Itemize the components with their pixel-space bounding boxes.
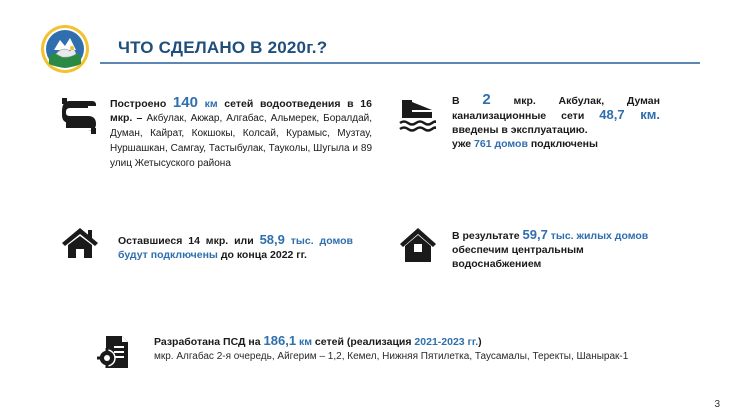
sewer-pipe-icon (60, 98, 98, 134)
item-networks-length: 48,7 км. (599, 107, 660, 122)
item-docs-unit: км (296, 336, 313, 348)
house-icon (60, 226, 100, 260)
item-networks-text-4: уже (452, 138, 475, 150)
item-remaining-count: 58,9 (259, 232, 285, 247)
item-docs-text-3: ) (478, 336, 482, 348)
item-networks-text-5: подключены (527, 138, 598, 150)
item-remaining-districts (118, 233, 353, 262)
flood-water-icon (398, 96, 436, 132)
item-docs-districts: мкр. Алгабас 2-я очередь, Айгерим – 1,2, Кемел, Нижняя Пятилетка, Таусамалы, Теректы, Шанырак-1 (154, 351, 629, 362)
item-sewer-length: 140 (172, 94, 198, 111)
item-networks-text: В (452, 95, 483, 107)
item-networks-text-2: Акбулак, Думан канализационные сети (452, 95, 660, 122)
item-sewer-text-2: сетей водоотведения в 16 мкр. – (110, 98, 372, 124)
item-networks-count: 2 (482, 91, 491, 108)
item-docs-text: Разработана ПСД на (154, 336, 264, 348)
gear-document-icon (96, 334, 132, 370)
item-docs-text-2: сетей (реализация (312, 336, 415, 348)
item-networks-commissioned (452, 93, 660, 151)
city-emblem (40, 24, 90, 74)
item-sewer-unit: км (197, 98, 218, 110)
item-docs-length: 186,1 (263, 333, 297, 348)
item-sewer-built (110, 96, 372, 171)
item-networks-houses: 761 домов (474, 138, 528, 150)
item-remaining-text: Оставшиеся 14 мкр. или (118, 235, 260, 247)
item-water-supply (452, 228, 672, 271)
item-sewer-districts: Акбулак, Акжар, Алгабас, Альмерек, Боралдай, Думан, Кайрат, Кокшокы, Колсай, Курамыс, Музтау, Нуршашкан, Самгау, Тастыбулак, Тауколы, Шугыла и 89 улиц Жетысуского района (110, 113, 372, 169)
page-title: ЧТО СДЕЛАНО В 2020г.? (118, 38, 328, 57)
item-water-count: 59,7 (522, 227, 548, 242)
title-underline (100, 62, 700, 64)
house-icon (398, 226, 438, 264)
item-networks-unit: мкр. (490, 95, 536, 107)
item-water-text-2: обеспечим центральным водоснабжением (452, 244, 584, 270)
item-networks-text-3: введены в эксплуатацию. (452, 124, 588, 136)
page-number: 3 (714, 399, 720, 410)
item-docs-period: 2021-2023 гг. (414, 336, 479, 348)
item-design-docs (154, 334, 714, 364)
item-sewer-text: Построено (110, 98, 173, 110)
item-remaining-text-2: до конца 2022 гг. (217, 249, 307, 261)
item-remaining-unit: тыс. домов будут подключены (118, 235, 353, 261)
item-water-text: В результате (452, 230, 523, 242)
item-water-unit: тыс. жилых домов (547, 230, 649, 242)
